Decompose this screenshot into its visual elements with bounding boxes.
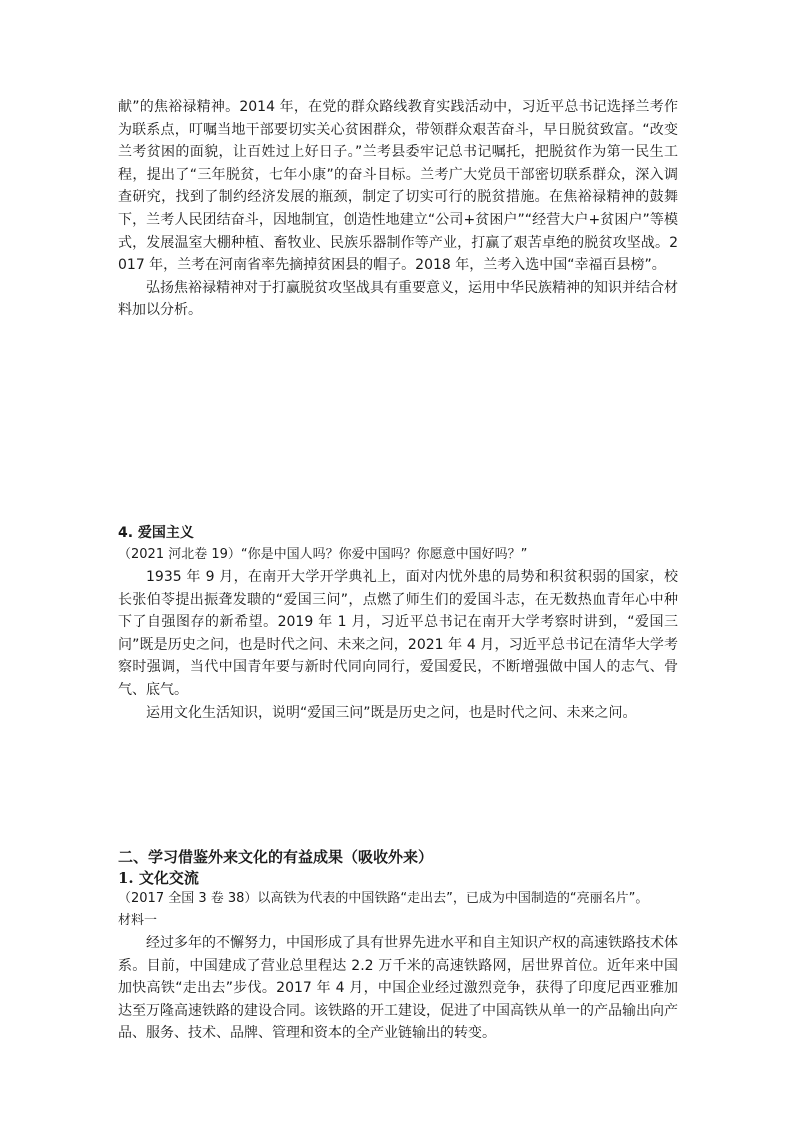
question-source: （2017 全国 3 卷 38）以高铁为代表的中国铁路“走出去”，已成为中国制造的“亮丽名片”。 [118,891,649,907]
part-heading: 二、学习借鉴外来文化的有益成果（吸收外来） [118,848,434,867]
material-paragraph: 经过多年的不懈努力，中国形成了具有世界先进水平和自主知识产权的高速铁路技术体系。目前，中国建成了营业总里程达 2.2 万千米的高速铁路网，居世界首位。近年来中国加快高铁“走出去”步伐。2017 年 4 月，中国企业经过激烈竞争，获得了印度尼西亚雅加达至万隆高速铁路的建设合同。该铁路的开工建设，促进了中国高铁从单一的产品输出向产品、服务、技术、品牌、管理和资本的全产业链输出的转变。 [118,935,678,1042]
section-title: 1. 文化交流 [118,869,199,888]
material-paragraph: 1935 年 9 月，在南开大学开学典礼上，面对内忧外患的局势和积贫积弱的国家，校长张伯苓提出振聋发聩的“爱国三问”，点燃了师生们的爱国斗志，在无数热血青年心中种下了自强图存的新希望。2019 年 1 月，习近平总书记在南开大学考察时讲到，“爱国三问”既是历史之问，也是时代之问、未来之问，2021 年 4 月，习近平总书记在清华大学考察时强调，当代中国青年要与新时代同向同行，爱国爱民，不断增强做中国人的志气、骨气、底气。 [118,568,678,698]
material-paragraph: 献”的焦裕禄精神。2014 年，在党的群众路线教育实践活动中，习近平总书记选择兰考作为联系点，叮嘱当地干部要切实关心贫困群众，带领群众艰苦奋斗，早日脱贫致富。“改变兰考贫困的面貌，让百姓过上好日子。”兰考县委牢记总书记嘱托，把脱贫作为第一民生工程，提出了“三年脱贫，七年小康”的奋斗目标。兰考广大党员干部密切联系群众，深入调查研究，找到了制约经济发展的瓶颈，制定了切实可行的脱贫措施。在焦裕禄精神的鼓舞下，兰考人民团结奋斗，因地制宜，创造性地建立“公司+贫困户”“经营大户+贫困户”等模式，发展温室大棚种植、畜牧业、民族乐器制作等产业，打赢了艰苦卓绝的脱贫攻坚战。2017 年，兰考在河南省率先摘掉贫困县的帽子。2018 年，兰考入选中国“幸福百县榜”。 [118,99,678,274]
question-text: 弘扬焦裕禄精神对于打赢脱贫攻坚战具有重要意义，运用中华民族精神的知识并结合材料加以分析。 [118,279,678,319]
answer-space [118,724,678,846]
question-source: （2021 河北卷 19）“你是中国人吗？你爱中国吗？你愿意中国好吗？” [118,546,528,562]
document-page [118,96,678,1045]
question-text: 运用文化生活知识，说明“爱国三问”既是历史之问，也是时代之问、未来之问。 [146,704,637,721]
material-label: 材料一 [118,913,158,929]
section-title: 4. 爱国主义 [118,524,194,541]
answer-space [118,322,678,522]
